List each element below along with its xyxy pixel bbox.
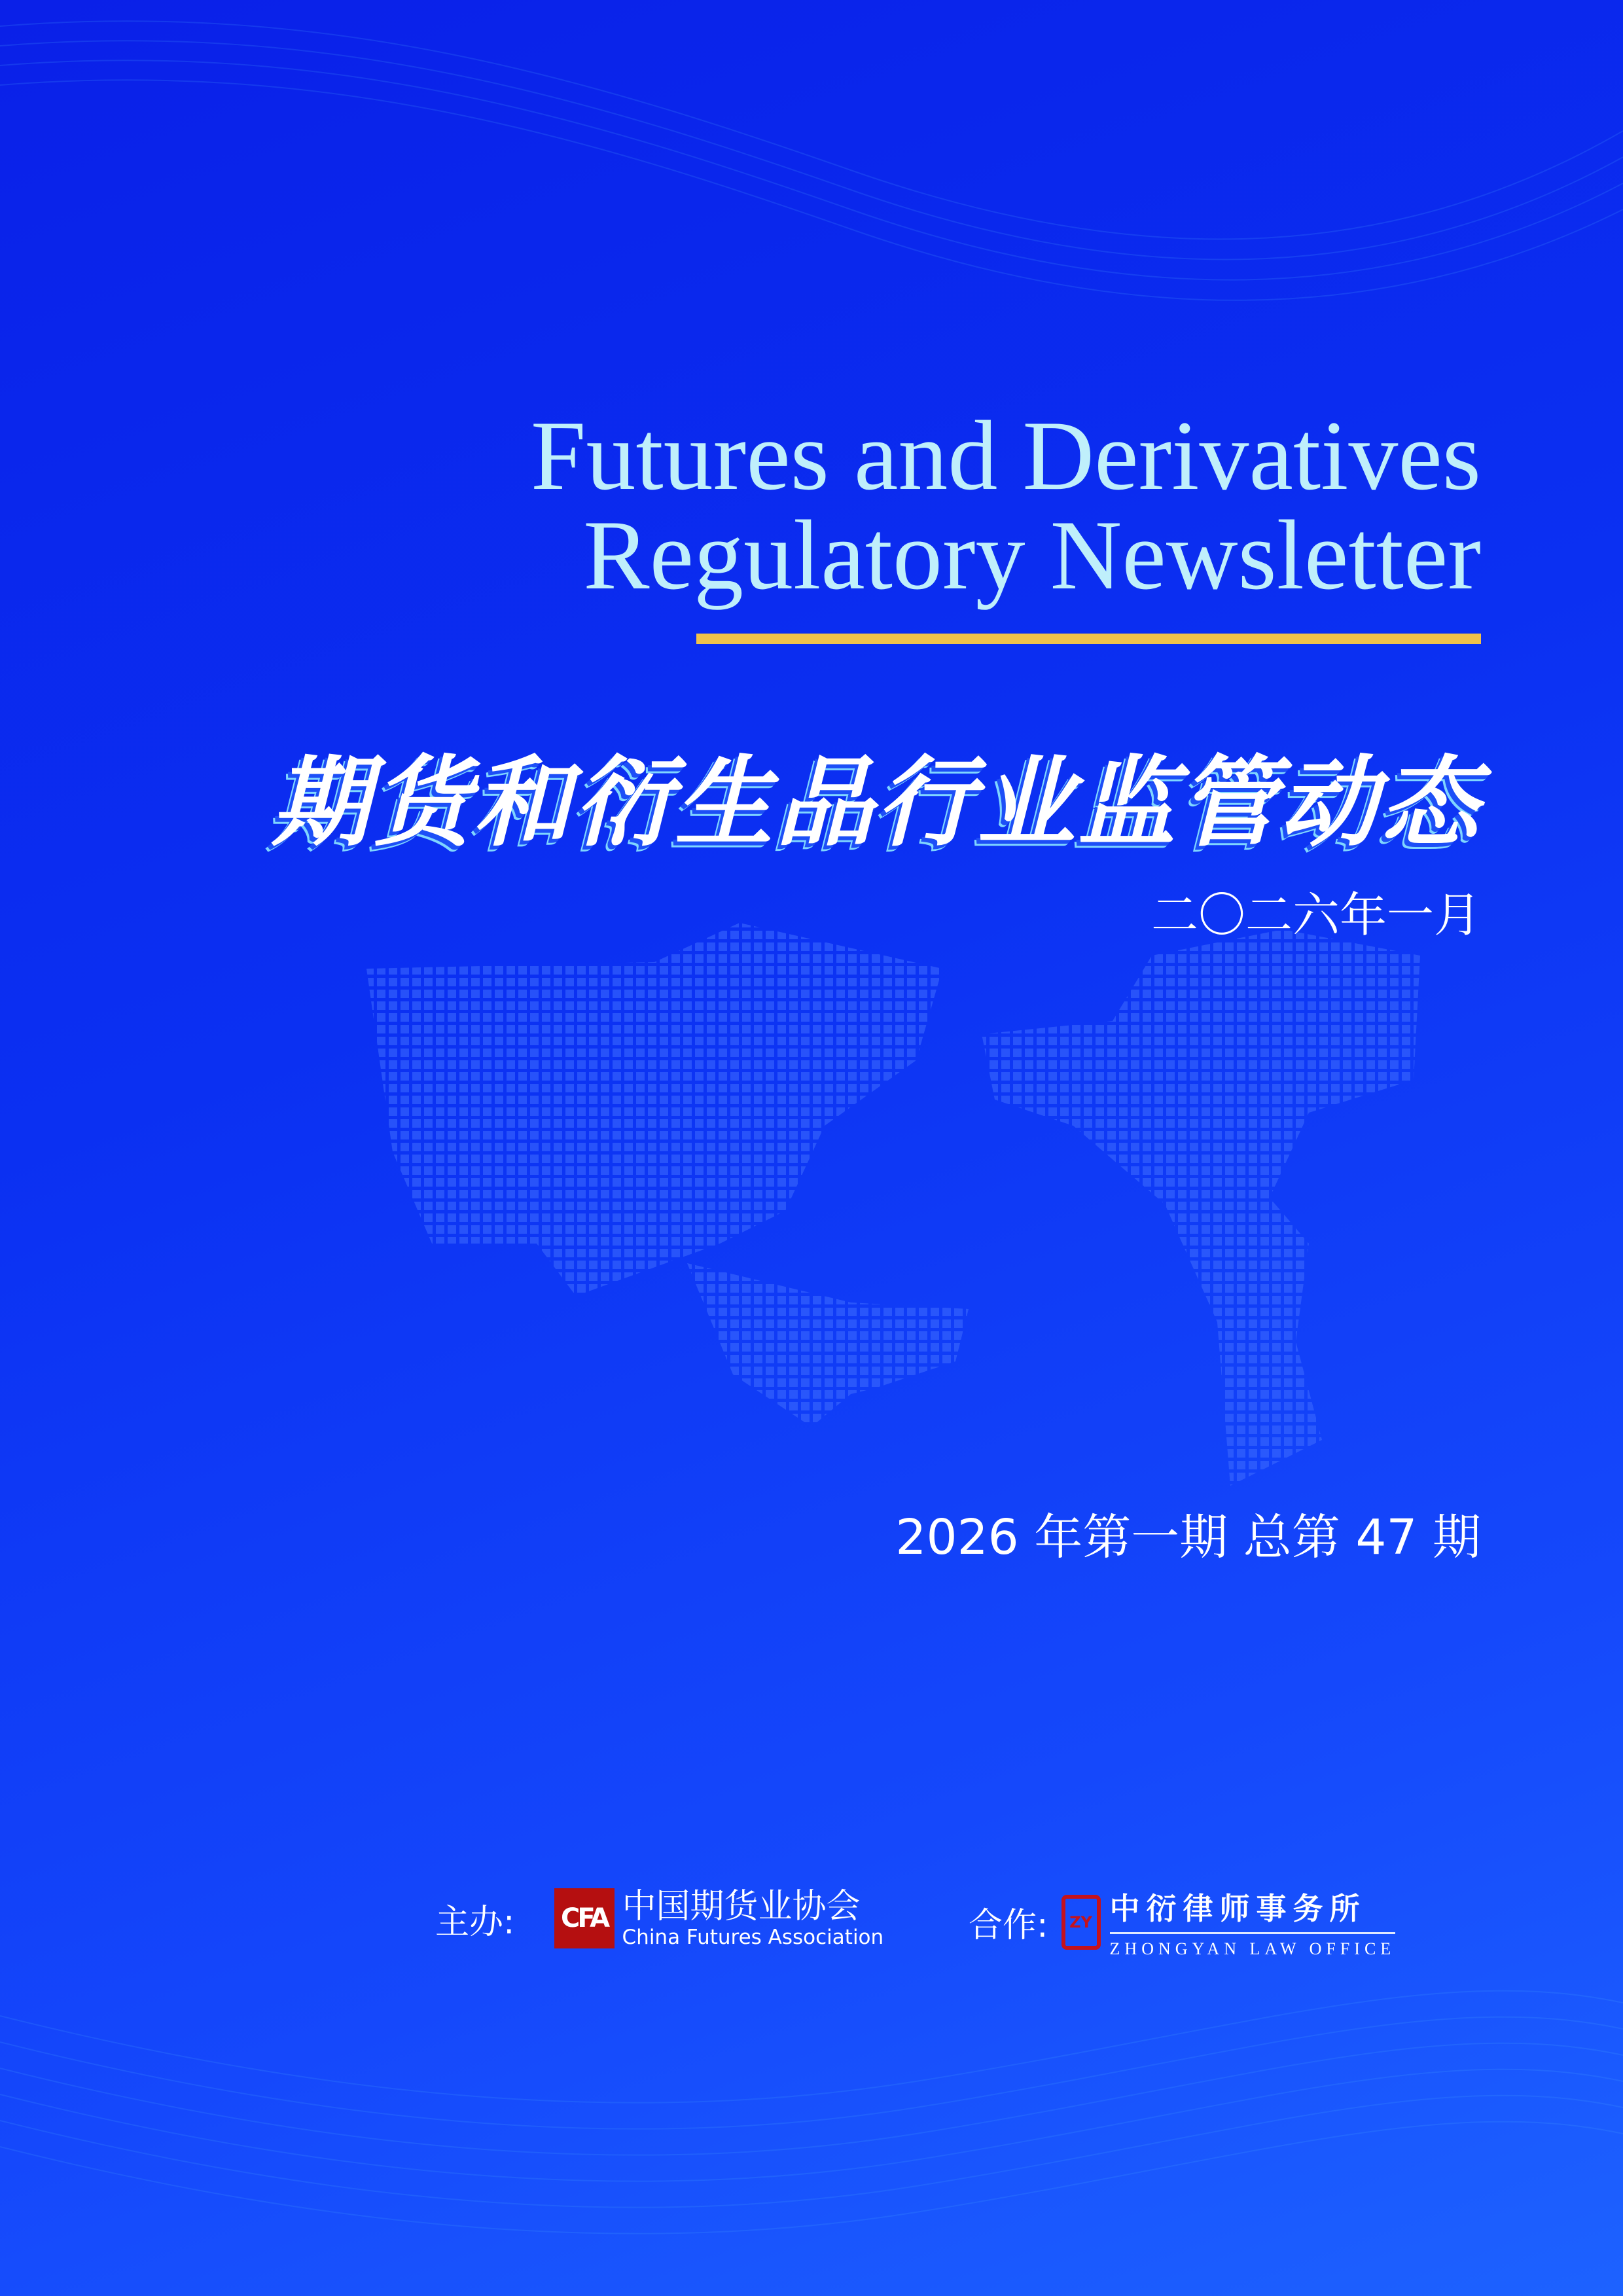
partner-name-en: ZHONGYAN LAW OFFICE [1109, 1939, 1396, 1958]
issue-number: 2026 年第一期 总第 47 期 [895, 1509, 1481, 1566]
zhongyan-logo-text: ZY [1069, 1912, 1092, 1931]
sponsor-name-en: China Futures Association [622, 1925, 884, 1949]
sponsor [435, 1888, 883, 1948]
partner-label: 合作: [969, 1906, 1048, 1945]
title-cn: 期货和衍生品行业监管动态 [271, 746, 1481, 860]
cfa-logo-text: CFA [561, 1903, 608, 1933]
sponsor-label: 主办: [435, 1902, 515, 1942]
publication-date: 二〇二六年一月 [1150, 888, 1481, 942]
title-en-line2: Regulatory Newsletter [583, 500, 1481, 610]
accent-bar [696, 634, 1481, 644]
world-map [366, 923, 1420, 1486]
title-en-line1: Futures and Derivatives [530, 401, 1481, 511]
partner-name-cn: 中衍律师事务所 [1110, 1885, 1396, 1934]
sponsor-name-cn: 中国期货业协会 [622, 1886, 861, 1926]
zhongyan-logo [1061, 1895, 1101, 1950]
partner [969, 1885, 1395, 1959]
cfa-logo [554, 1888, 615, 1948]
